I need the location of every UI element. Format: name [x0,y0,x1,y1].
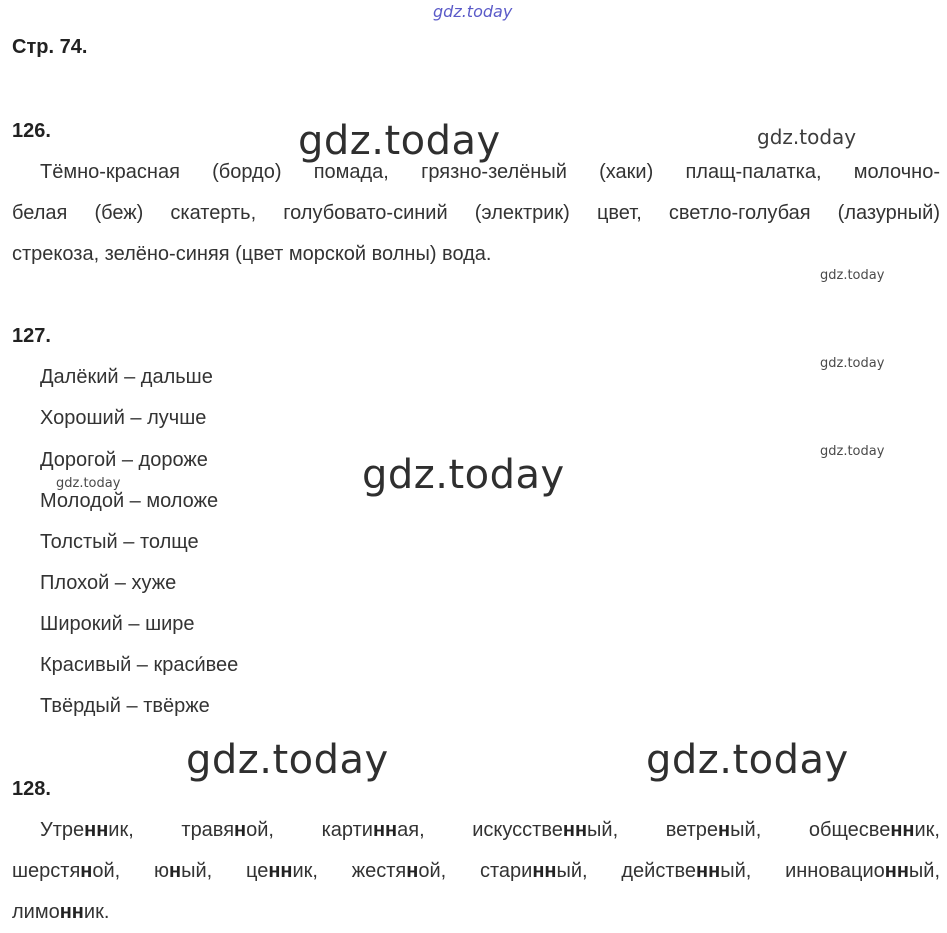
comparative-pair: Плохой – хуже [40,572,177,594]
watermark-large: gdz.today [186,737,389,783]
comparative-pair: Далёкий – дальше [40,366,213,388]
word-fragment: лимо [12,901,60,923]
comparative-pair: Хороший – лучше [40,407,207,429]
watermark-small: gdz.today [820,444,885,459]
highlighted-letters: нн [562,819,588,841]
highlighted-letters: нн [59,901,84,923]
exercise-126-number: 126. [12,120,51,142]
word-fragment: ой, ю [92,860,169,882]
exercise-126-line-1: Тёмно-красная (бордо) помада, грязно-зелёный (хаки) плащ-палатка, молочно- [40,161,940,183]
highlighted-letters: нн [532,860,557,882]
word-fragment: ик, [914,819,940,841]
exercise-127-number: 127. [12,325,51,347]
highlighted-letters: н [80,860,93,882]
highlighted-letters: н [718,819,731,841]
highlighted-letters: н [169,860,182,882]
comparative-pair: Красивый – краси́вее [40,654,239,676]
exercise-126-text [12,152,940,275]
exercise-128-number: 128. [12,778,51,800]
exercise-128-line-1 [12,810,940,851]
highlighted-letters: нн [890,819,915,841]
word-fragment: Утре [40,819,85,841]
watermark-large: gdz.today [646,737,849,783]
exercise-128-line-2 [12,851,940,892]
highlighted-letters: нн [696,860,721,882]
comparative-pair: Толстый – толще [40,531,199,553]
highlighted-letters: нн [884,860,909,882]
watermark-small: gdz.today [56,476,121,491]
word-fragment: шерстя [12,860,81,882]
watermark-large: gdz.today [298,118,501,164]
watermark-small: gdz.today [820,268,885,283]
comparative-pair: Широкий – шире [40,613,195,635]
word-fragment: ик. [83,901,110,923]
word-fragment: ая, искусстве [397,819,563,841]
watermark-top: gdz.today [433,2,513,21]
watermark-medium: gdz.today [757,125,857,149]
word-fragment: ый, общесве [730,819,891,841]
word-fragment: ик, травя [108,819,235,841]
watermark-large: gdz.today [362,452,565,498]
word-fragment: ый, ветре [587,819,719,841]
watermark-small: gdz.today [820,356,885,371]
word-fragment: ый, действе [556,860,697,882]
page-reference: Стр. 74. [12,36,88,58]
exercise-126-line-2: белая (беж) скатерть, голубовато-синий (электрик) цвет, светло-голубая (лазурный) [12,202,940,224]
word-fragment: ик, жестя [292,860,407,882]
highlighted-letters: н [234,819,247,841]
exercise-128-text [12,810,940,933]
highlighted-letters: нн [268,860,293,882]
comparative-pair: Дорогой – дороже [40,449,208,471]
word-fragment: ой, карти [246,819,373,841]
word-fragment: ой, стари [418,860,533,882]
word-fragment: ый, [908,860,941,882]
exercise-128-line-3 [12,892,940,933]
highlighted-letters: нн [372,819,398,841]
highlighted-letters: нн [84,819,109,841]
comparative-pair: Твёрдый – твёрже [40,695,210,717]
highlighted-letters: н [406,860,419,882]
word-fragment: ый, це [181,860,269,882]
exercise-126-line-3: стрекоза, зелёно-синяя (цвет морской волны) вода. [12,243,492,265]
comparative-pair: Молодой – моложе [40,490,219,512]
word-fragment: ый, инновацио [720,860,885,882]
